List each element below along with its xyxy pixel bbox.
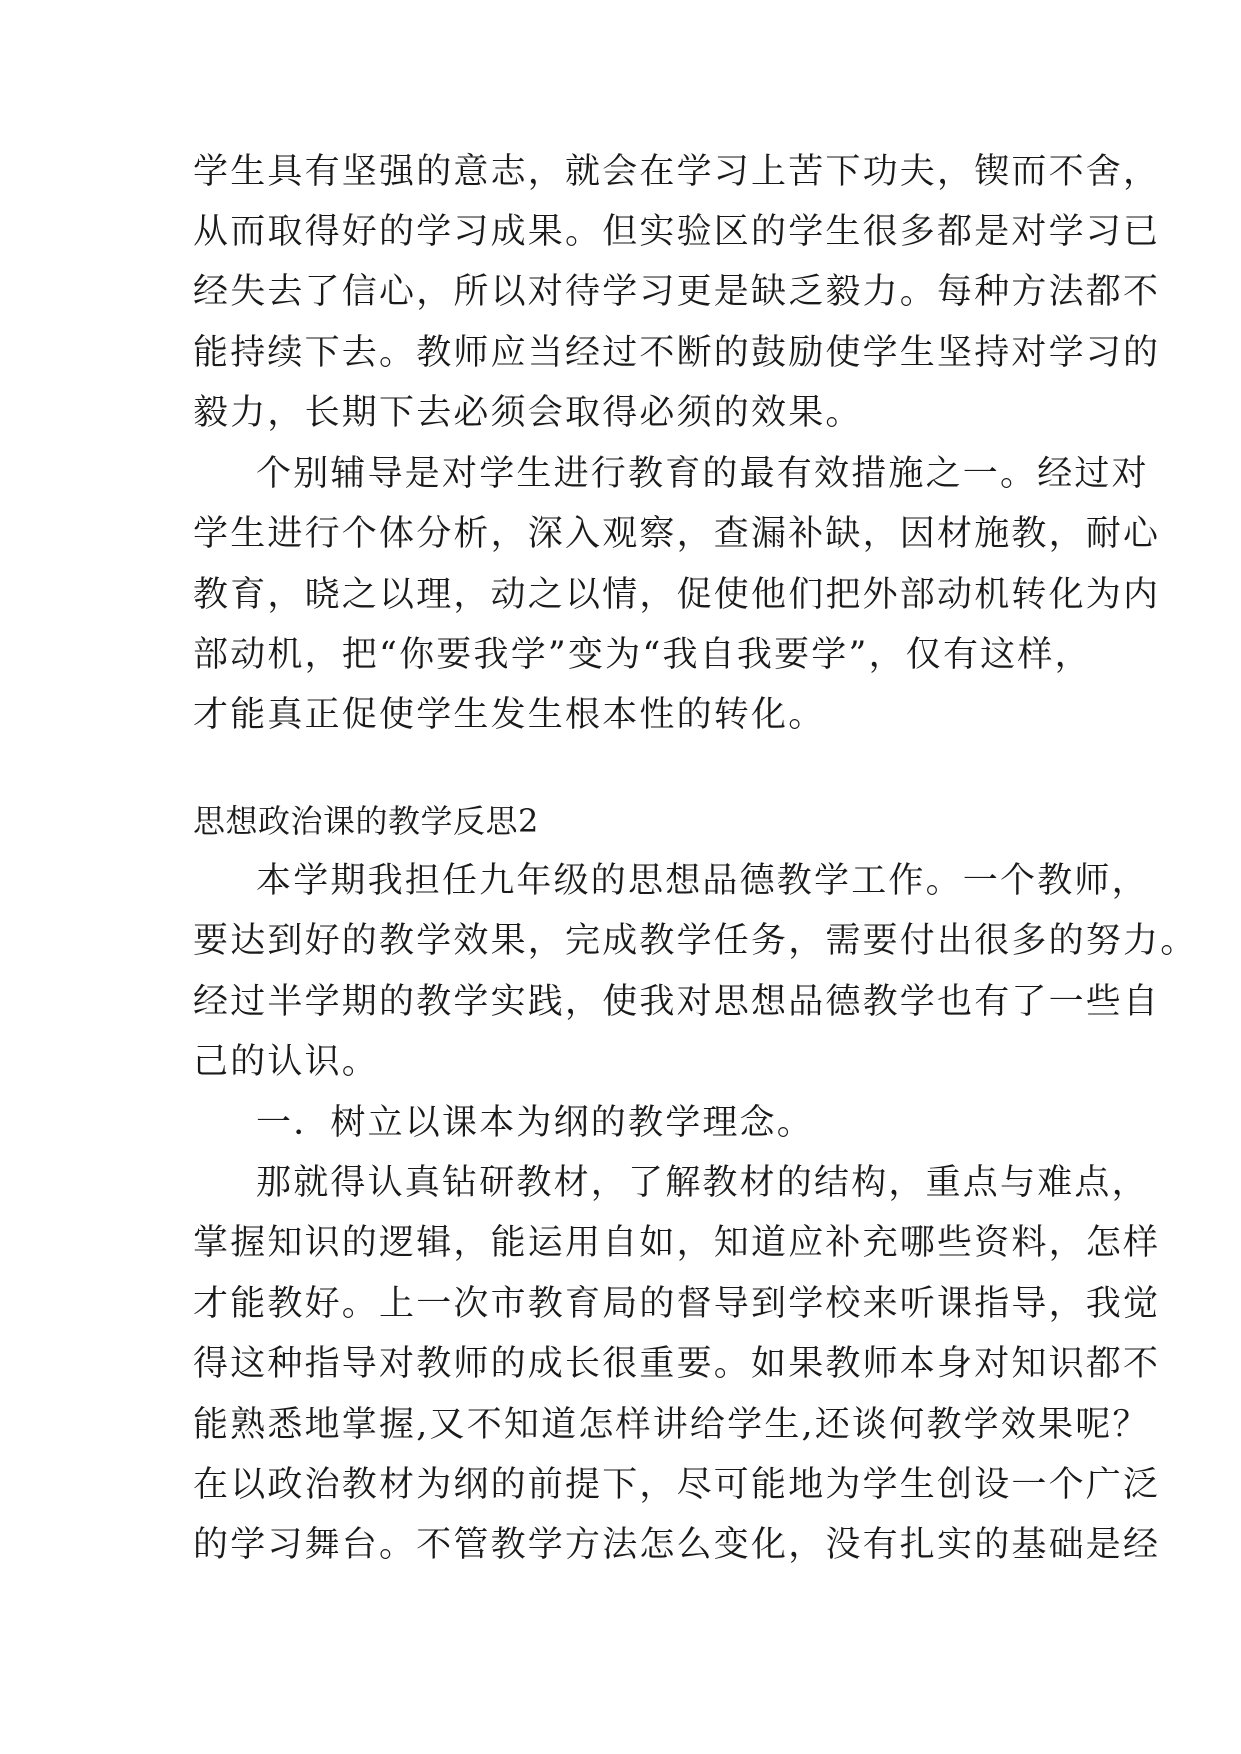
- section-title: 思想政治课的教学反思2: [193, 802, 539, 840]
- subheading: 一．树立以课本为纲的教学理念。: [256, 1103, 815, 1143]
- text-line: 那就得认真钻研教材，了解教材的结构，重点与难点，: [256, 1163, 1149, 1203]
- text-line: 毅力，长期下去必须会取得必须的效果。: [193, 393, 863, 433]
- text-line: 掌握知识的逻辑，能运用自如，知道应补充哪些资料，怎样: [193, 1223, 1161, 1263]
- text-line: 能熟悉地掌握,又不知道怎样讲给学生,还谈何教学效果呢？: [193, 1405, 1150, 1445]
- text-line: 得这种指导对教师的成长很重要。如果教师本身对知识都不: [193, 1344, 1161, 1384]
- text-line: 在以政治教材为纲的前提下，尽可能地为学生创设一个广泛: [193, 1465, 1161, 1505]
- text-line: 的学习舞台。不管教学方法怎么变化，没有扎实的基础是经: [193, 1525, 1161, 1565]
- text-line: 才能教好。上一次市教育局的督导到学校来听课指导，我觉: [193, 1284, 1161, 1324]
- text-line: 学生进行个体分析，深入观察，查漏补缺，因材施教，耐心: [193, 514, 1161, 554]
- text-line: 经过半学期的教学实践，使我对思想品德教学也有了一些自: [193, 982, 1161, 1022]
- text-line: 从而取得好的学习成果。但实验区的学生很多都是对学习已: [193, 212, 1161, 252]
- text-line: 能持续下去。教师应当经过不断的鼓励使学生坚持对学习的: [193, 333, 1161, 373]
- text-line: 本学期我担任九年级的思想品德教学工作。一个教师，: [256, 861, 1149, 901]
- text-line: 要达到好的教学效果，完成教学任务，需要付出很多的努力。: [193, 921, 1198, 961]
- text-line: 经失去了信心，所以对待学习更是缺乏毅力。每种方法都不: [193, 272, 1161, 312]
- text-line: 学生具有坚强的意志，就会在学习上苦下功夫，锲而不舍，: [193, 152, 1161, 192]
- text-line: 己的认识。: [193, 1042, 380, 1082]
- text-line: 教育，晓之以理，动之以情，促使他们把外部动机转化为内: [193, 575, 1161, 615]
- text-line: 部动机，把“你要我学”变为“我自我要学”，仅有这样，: [193, 635, 1092, 675]
- text-line: 才能真正促使学生发生根本性的转化。: [193, 695, 826, 735]
- text-line: 个别辅导是对学生进行教育的最有效措施之一。经过对: [256, 454, 1149, 494]
